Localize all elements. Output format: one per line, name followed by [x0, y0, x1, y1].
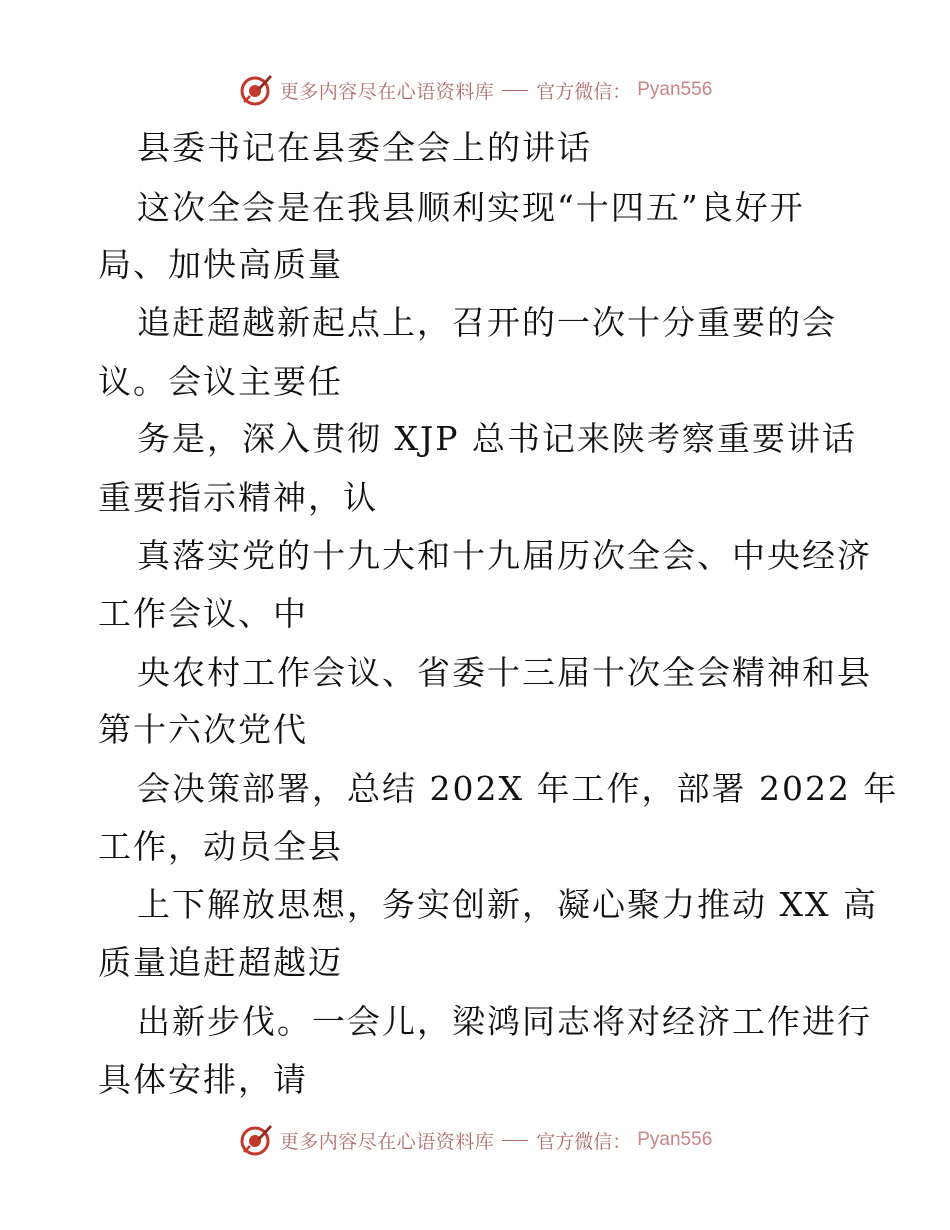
document-line: 出新步伐。一会儿，梁鸿同志将对经济工作进行 [137, 1002, 872, 1041]
document-line: 追赶超越新起点上，召开的一次十分重要的会 [137, 303, 837, 342]
document-line: 这次全会是在我县顺利实现“十四五”良好开 [137, 188, 805, 227]
watermark-label: 官方微信： [536, 1130, 632, 1153]
document-line: 工作会议、中 [98, 594, 308, 633]
watermark-id: Pyan556 [637, 1129, 713, 1150]
document-line: 重要指示精神，认 [98, 478, 378, 517]
document-line: 务是，深入贯彻 XJP 总书记来陕考察重要讲话 [137, 419, 857, 458]
watermark-separator [502, 1140, 528, 1141]
watermark-id: Pyan556 [637, 79, 713, 100]
watermark-footer [0, 1120, 950, 1160]
document-line: 工作，动员全县 [98, 827, 343, 866]
document-line: 会决策部署，总结 202X 年工作，部署 2022 年 [137, 769, 899, 808]
document-title: 县委书记在县委全会上的讲话 [137, 128, 592, 167]
document-line: 议。会议主要任 [98, 362, 343, 401]
watermark-header [0, 70, 950, 110]
watermark-text: 更多内容尽在心语资料库 [279, 80, 495, 103]
pen-logo-icon [238, 1122, 274, 1158]
document-line: 局、加快高质量 [98, 245, 343, 284]
pen-logo-icon [238, 72, 274, 108]
document-line: 质量追赶超越迈 [98, 943, 343, 982]
document-line: 真落实党的十九大和十九届历次全会、中央经济 [137, 536, 872, 575]
watermark-label: 官方微信： [536, 80, 632, 103]
watermark-separator [502, 90, 528, 91]
document-line: 央农村工作会议、省委十三届十次全会精神和县 [137, 653, 872, 692]
document-line: 第十六次党代 [98, 710, 308, 749]
watermark-text: 更多内容尽在心语资料库 [279, 1130, 495, 1153]
document-line: 上下解放思想，务实创新，凝心聚力推动 XX 高 [137, 885, 878, 924]
document-line: 具体安排，请 [98, 1060, 308, 1099]
